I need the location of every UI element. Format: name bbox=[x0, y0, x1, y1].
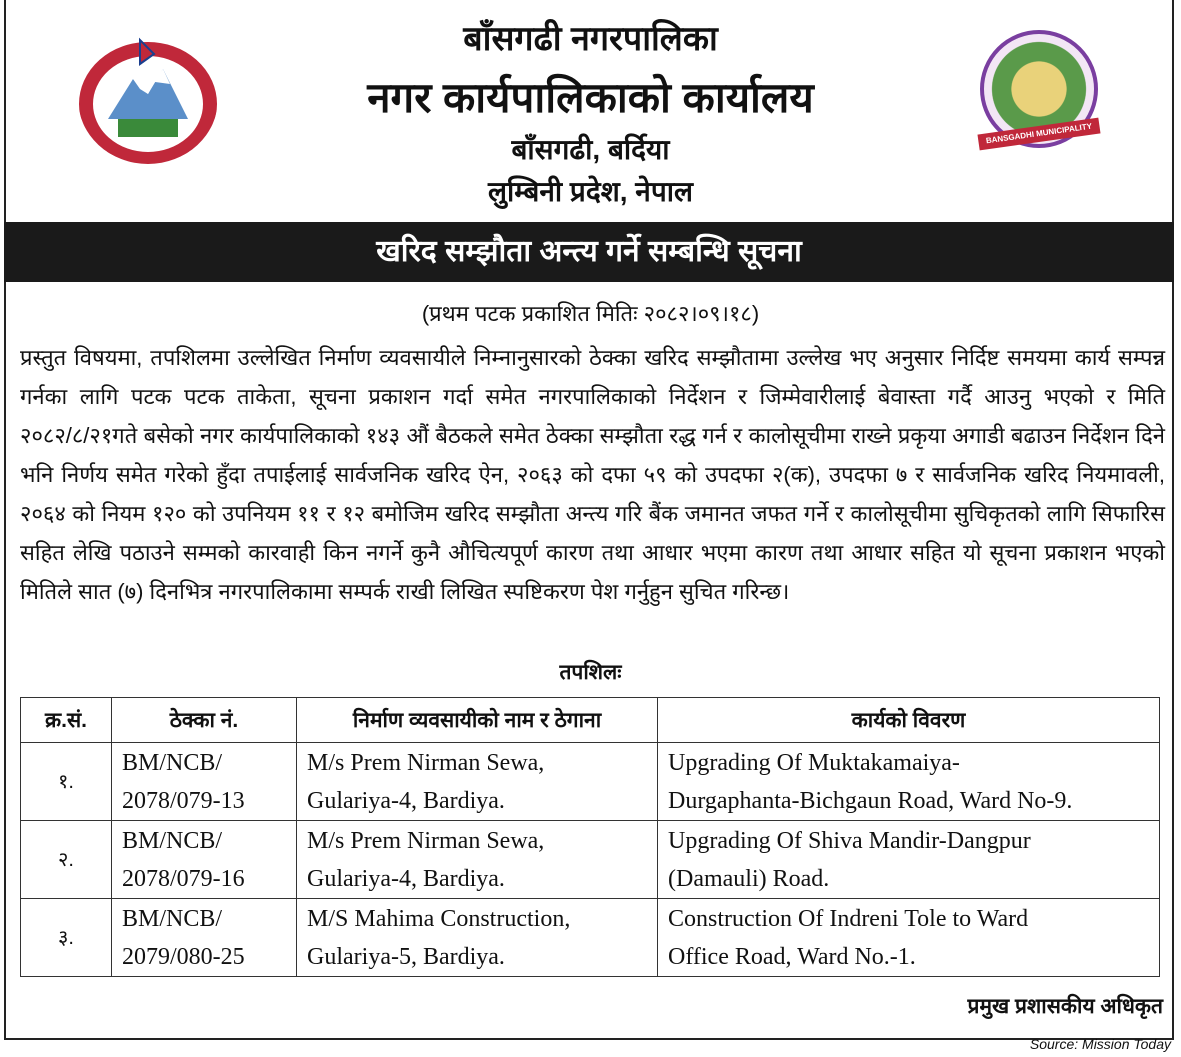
col-contract-no: ठेक्का नं. bbox=[112, 698, 297, 743]
row-contractor bbox=[297, 899, 658, 977]
header-municipality: बाँसगढी नगरपालिका bbox=[463, 20, 718, 58]
contractor-line: Gulariya-4, Bardiya. bbox=[307, 787, 505, 814]
work-line: Upgrading Of Shiva Mandir-Dangpur bbox=[668, 827, 1031, 854]
row-contractor bbox=[297, 821, 658, 899]
col-contractor: निर्माण व्यवसायीको नाम र ठेगाना bbox=[297, 698, 658, 743]
contractor-line: M/S Mahima Construction, bbox=[307, 905, 571, 932]
row-sn: २. bbox=[21, 821, 112, 899]
col-work: कार्यको विवरण bbox=[658, 698, 1160, 743]
col-sn: क्र.सं. bbox=[21, 698, 112, 743]
notice-title: खरिद सम्झौता अन्त्य गर्ने सम्बन्धि सूचना bbox=[4, 222, 1174, 282]
contractor-line: M/s Prem Nirman Sewa, bbox=[307, 749, 545, 776]
table-header-row bbox=[21, 698, 1160, 743]
contract-line: BM/NCB/ bbox=[122, 827, 223, 854]
signatory: प्रमुख प्रशासकीय अधिकृत bbox=[967, 995, 1163, 1018]
header-location: बाँसगढी, बर्दिया bbox=[511, 134, 670, 165]
row-work bbox=[658, 743, 1160, 821]
row-work bbox=[658, 899, 1160, 977]
work-line: Upgrading Of Muktakamaiya- bbox=[668, 749, 960, 776]
work-line: Construction Of Indreni Tole to Ward bbox=[668, 905, 1029, 932]
contracts-table bbox=[20, 697, 1160, 977]
contractor-line: Gulariya-4, Bardiya. bbox=[307, 865, 505, 892]
row-contract-no bbox=[112, 743, 297, 821]
contract-line: 2078/079-16 bbox=[122, 865, 245, 892]
logo-ribbon: BANSGADHI MUNICIPALITY bbox=[977, 118, 1100, 151]
header bbox=[0, 0, 1181, 220]
table-row bbox=[21, 899, 1160, 977]
row-work bbox=[658, 821, 1160, 899]
notice-body: प्रस्तुत विषयमा, तपशिलमा उल्लेखित निर्माण व्यवसायीले निम्नानुसारको ठेक्का खरिद सम्झौतामा उल्लेख भए अनुसार निर्दिष्ट समयमा कार्य सम्पन्न गर्नका लागि पटक पटक ताकेता, सूचना प्रकाशन गर्दा समेत नगरपालिकाको निर्देशन र जिम्मेवारीलाई बेवास्ता गर्दै आउनु भएको र मिति २०८२/८/२१गते बसेको नगर कार्यपालिकाको १४३ औं बैठकले समेत ठेक्का सम्झौता रद्ध गर्न र कालोसूचीमा राख्ने प्रकृया अगाडी बढाउन निर्देशन दिने भनि निर्णय समेत गरेको हुँदा तपाईलाई सार्वजनिक खरिद ऐन, २०६३ को दफा ५९ को उपदफा २(क), उपदफा ७ र सार्वजनिक खरिद नियमावली, २०६४ को नियम १२० को उपनियम ११ र १२ बमोजिम खरिद सम्झौता अन्त्य गरि बैंक जमानत जफत गर्ने र कालोसूचीमा सुचिकृतको लागि सिफारिस सहित लेखि पठाउने सम्मको कारवाही किन नगर्ने कुनै औचित्यपूर्ण कारण तथा आधार भएमा कारण तथा आधार सहित यो सूचना प्रकाशन भएको मितिले सात (७) दिनभित्र नगरपालिकामा सम्पर्क राखी लिखित स्पष्टिकरण पेश गर्नुहुन सुचित गरिन्छ। bbox=[20, 345, 1165, 604]
row-sn: १. bbox=[21, 743, 112, 821]
publication-date: (प्रथम पटक प्रकाशित मितिः २०८२।०९।१८) bbox=[421, 301, 760, 326]
header-province: लुम्बिनी प्रदेश, नेपाल bbox=[488, 176, 693, 207]
work-line: Durgaphanta-Bichgaun Road, Ward No-9. bbox=[668, 787, 1073, 814]
work-line: Office Road, Ward No.-1. bbox=[668, 943, 916, 970]
row-contractor bbox=[297, 743, 658, 821]
contractor-line: Gulariya-5, Bardiya. bbox=[307, 943, 505, 970]
bansgadhi-municipality-logo bbox=[980, 30, 1098, 148]
contract-line: 2078/079-13 bbox=[122, 787, 245, 814]
table-row bbox=[21, 743, 1160, 821]
row-contract-no bbox=[112, 821, 297, 899]
contractor-line: M/s Prem Nirman Sewa, bbox=[307, 827, 545, 854]
contract-line: BM/NCB/ bbox=[122, 749, 223, 776]
row-contract-no bbox=[112, 899, 297, 977]
contract-line: 2079/080-25 bbox=[122, 943, 245, 970]
work-line: (Damauli) Road. bbox=[668, 865, 830, 892]
source-credit: Source: Mission Today bbox=[1029, 1036, 1171, 1052]
table-row bbox=[21, 821, 1160, 899]
contract-line: BM/NCB/ bbox=[122, 905, 223, 932]
row-sn: ३. bbox=[21, 899, 112, 977]
header-office: नगर कार्यपालिकाको कार्यालय bbox=[367, 74, 814, 121]
details-label: तपशिलः bbox=[559, 661, 622, 684]
